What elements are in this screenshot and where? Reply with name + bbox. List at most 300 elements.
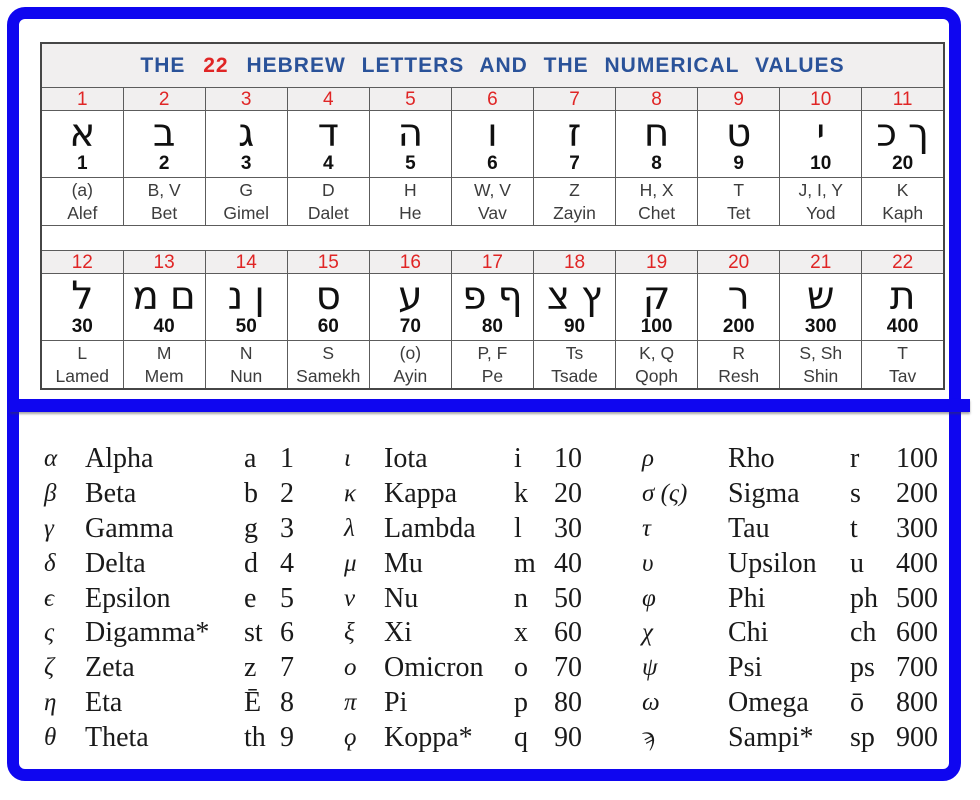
hebrew-name-cell [123, 178, 205, 226]
hebrew-letter-cell [205, 111, 287, 178]
hebrew-letter-cell [205, 274, 287, 341]
greek-name: Gamma [85, 512, 174, 544]
greek-value: 100 [896, 443, 938, 475]
greek-name: Kappa [384, 478, 458, 510]
hebrew-translit: B, V [147, 180, 181, 201]
hebrew-name-cell [862, 178, 944, 226]
hebrew-letter-glyph: ש [806, 274, 835, 320]
hebrew-letter-glyph: ה [397, 111, 424, 157]
greek-symbol: ρ [642, 445, 654, 473]
hebrew-translit: D [321, 180, 335, 201]
greek-name: Eta [85, 686, 123, 718]
greek-column-2 [344, 442, 616, 755]
hebrew-letter-glyph: ז [567, 111, 582, 157]
panel-divider [10, 399, 970, 412]
hebrew-translit: H [404, 180, 417, 201]
hebrew-letter-name: Tav [889, 365, 917, 386]
greek-symbol: μ [344, 549, 357, 577]
hebrew-letter-cell [123, 111, 205, 178]
greek-symbol: ο [344, 654, 357, 682]
hebrew-name-cell [205, 341, 287, 390]
hebrew-index-cell: 8 [616, 88, 698, 111]
greek-value: 90 [554, 721, 582, 753]
hebrew-letter-glyphs [452, 274, 533, 320]
hebrew-letter-value: 3 [240, 153, 252, 175]
hebrew-letter-glyph: ל [71, 274, 94, 320]
hebrew-letter-glyph: נ [227, 274, 244, 320]
greek-symbol: κ [344, 480, 356, 508]
hebrew-letter-glyph: ח [643, 111, 670, 157]
hebrew-translit: N [239, 343, 253, 364]
greek-translit: u [850, 547, 864, 579]
hebrew-letter-value: 60 [317, 316, 339, 338]
hebrew-letter-glyph: כ [876, 111, 897, 157]
hebrew-letter-glyph: ך [907, 111, 929, 157]
greek-symbol: λ [344, 514, 355, 542]
hebrew-title-row [41, 43, 944, 88]
hebrew-letter-value: 40 [153, 316, 175, 338]
hebrew-letter-cell [862, 274, 944, 341]
hebrew-letter-value: 7 [569, 153, 580, 175]
hebrew-index-cell: 20 [698, 251, 780, 274]
hebrew-translit: T [733, 180, 745, 201]
hebrew-letter-row [41, 274, 944, 341]
hebrew-translit: Z [569, 180, 580, 201]
hebrew-letter-glyph: פ [462, 274, 487, 320]
hebrew-index-row [41, 251, 944, 274]
hebrew-translit: S [322, 343, 335, 364]
greek-translit: l [514, 512, 522, 544]
hebrew-name-row [41, 178, 944, 226]
greek-symbol: ν [344, 584, 356, 612]
hebrew-name-cell [616, 341, 698, 390]
greek-value: 60 [554, 617, 582, 649]
hebrew-letter-value: 5 [405, 153, 416, 175]
hebrew-letter-glyphs [780, 111, 861, 157]
greek-name: Nu [384, 582, 419, 614]
hebrew-letter-glyphs [534, 274, 615, 320]
greek-value: 8 [280, 686, 294, 718]
hebrew-letter-value: 8 [651, 153, 662, 175]
greek-translit: i [514, 443, 522, 475]
hebrew-letter-cell [287, 111, 369, 178]
hebrew-index-cell: 6 [451, 88, 533, 111]
greek-symbol: β [44, 480, 57, 508]
greek-column-3 [642, 442, 958, 755]
greek-name: Alpha [85, 443, 154, 475]
hebrew-letter-value: 2 [158, 153, 170, 175]
hebrew-letter-glyph: מ [132, 274, 159, 320]
hebrew-index-cell: 2 [123, 88, 205, 111]
hebrew-name-cell [451, 341, 533, 390]
greek-value: 300 [896, 512, 938, 544]
hebrew-name-cell [780, 178, 862, 226]
hebrew-letter-glyph: ק [642, 274, 671, 320]
greek-translit: o [514, 652, 528, 684]
greek-value: 3 [280, 512, 294, 544]
hebrew-name-row [41, 341, 944, 390]
greek-translit: k [514, 478, 528, 510]
hebrew-letter-name: Bet [150, 202, 178, 223]
hebrew-letter-value: 90 [563, 316, 586, 338]
hebrew-letter-glyph: ר [727, 274, 750, 320]
hebrew-letter-value: 50 [235, 316, 257, 338]
hebrew-letter-glyphs [616, 274, 697, 320]
greek-value: 200 [896, 478, 938, 510]
hebrew-letter-cell [862, 111, 944, 178]
hebrew-letter-cell [533, 111, 615, 178]
hebrew-letter-cell [616, 274, 698, 341]
hebrew-letter-cell [369, 274, 451, 341]
greek-symbol: ς [44, 619, 55, 647]
hebrew-letter-glyphs [780, 274, 861, 320]
greek-translit: q [514, 721, 528, 753]
hebrew-letter-name: Pe [481, 365, 504, 386]
hebrew-name-cell [41, 341, 123, 390]
hebrew-index-cell: 5 [369, 88, 451, 111]
greek-name: Upsilon [728, 547, 817, 579]
hebrew-translit: Ts [565, 343, 584, 364]
greek-name: Epsilon [85, 582, 171, 614]
greek-translit: m [514, 547, 536, 579]
hebrew-letter-value: 1 [77, 153, 88, 175]
hebrew-letter-name: Tet [726, 202, 751, 223]
greek-name: Rho [728, 443, 775, 475]
hebrew-name-cell [287, 341, 369, 390]
hebrew-index-cell: 11 [862, 88, 944, 111]
hebrew-letter-glyph: י [816, 111, 826, 157]
greek-translit: t [850, 512, 858, 544]
greek-name: Phi [728, 582, 766, 614]
hebrew-translit: T [897, 343, 908, 364]
hebrew-letter-name: Zayin [553, 202, 596, 223]
greek-symbol: σ (ς) [642, 480, 688, 508]
greek-translit: ps [850, 652, 875, 684]
hebrew-letter-glyphs [42, 274, 123, 320]
hebrew-letter-cell [616, 111, 698, 178]
hebrew-letter-value: 200 [722, 316, 755, 338]
hebrew-letter-value: 400 [886, 316, 919, 338]
greek-symbol: χ [642, 619, 653, 647]
spacer-row [41, 226, 944, 251]
hebrew-letter-glyph: ף [497, 274, 523, 320]
hebrew-name-cell [41, 178, 123, 226]
greek-translit: Ē [244, 686, 262, 718]
hebrew-index-cell: 14 [205, 251, 287, 274]
hebrew-letter-glyphs [698, 111, 779, 157]
hebrew-letter-glyph: ץ [581, 274, 603, 320]
greek-symbol: γ [44, 514, 54, 542]
greek-value: 20 [554, 478, 582, 510]
hebrew-letter-name: Tsade [551, 365, 598, 386]
hebrew-letter-value: 80 [481, 316, 503, 338]
greek-translit: g [244, 512, 258, 544]
greek-symbol: δ [44, 549, 56, 577]
hebrew-letter-glyphs [862, 111, 943, 157]
hebrew-letter-value: 9 [733, 153, 744, 175]
hebrew-letter-glyphs [124, 274, 205, 320]
hebrew-index-cell: 13 [123, 251, 205, 274]
hebrew-letter-name: Vav [478, 202, 507, 223]
hebrew-letter-name: Ayin [393, 365, 428, 386]
hebrew-letter-name: Alef [67, 202, 98, 223]
hebrew-translit: G [239, 180, 253, 201]
hebrew-letter-cell [698, 111, 780, 178]
greek-symbol: α [44, 445, 58, 473]
hebrew-translit: L [77, 343, 88, 364]
hebrew-translit: (a) [71, 180, 93, 201]
hebrew-letter-cell [123, 274, 205, 341]
hebrew-name-cell [369, 341, 451, 390]
hebrew-letter-glyphs [206, 111, 287, 157]
greek-symbol: ι [344, 445, 351, 473]
hebrew-letter-glyph: ו [487, 111, 498, 157]
greek-translit: ph [850, 582, 878, 614]
hebrew-letter-name: Chet [638, 202, 676, 223]
hebrew-letter-cell [533, 274, 615, 341]
greek-name: Beta [85, 478, 137, 510]
hebrew-name-cell [616, 178, 698, 226]
hebrew-letter-glyphs [124, 111, 205, 157]
greek-value: 30 [554, 512, 582, 544]
hebrew-translit: S, Sh [799, 343, 843, 364]
greek-name: Sigma [728, 478, 800, 510]
greek-symbol: η [44, 688, 57, 716]
hebrew-letter-value: 100 [640, 316, 673, 338]
greek-translit: x [514, 617, 528, 649]
greek-symbol: ξ [344, 619, 355, 647]
greek-translit: e [244, 582, 257, 614]
greek-name: Omega [728, 686, 809, 718]
greek-name: Theta [85, 721, 149, 753]
greek-translit: d [244, 547, 258, 579]
greek-value: 800 [896, 686, 938, 718]
hebrew-letter-glyphs [862, 274, 943, 320]
greek-name: Delta [85, 547, 146, 579]
hebrew-letter-cell [369, 111, 451, 178]
hebrew-index-cell: 10 [780, 88, 862, 111]
hebrew-letter-value: 70 [399, 316, 421, 338]
greek-translit: th [244, 721, 266, 753]
hebrew-index-cell: 15 [287, 251, 369, 274]
hebrew-letter-name: Gimel [223, 202, 270, 223]
hebrew-letter-name: Qoph [635, 365, 678, 386]
hebrew-translit: (o) [399, 343, 422, 364]
hebrew-index-row [41, 88, 944, 111]
hebrew-translit: P, F [477, 343, 508, 364]
greek-name: Psi [728, 652, 763, 684]
greek-symbol: ϡ [642, 723, 656, 751]
hebrew-letter-glyph: ע [398, 274, 423, 320]
hebrew-letter-glyphs [370, 111, 451, 157]
greek-translit: s [850, 478, 861, 510]
hebrew-name-cell [533, 341, 615, 390]
greek-name: Zeta [85, 652, 135, 684]
hebrew-index-cell: 1 [41, 88, 123, 111]
hebrew-letter-value: 4 [322, 153, 334, 175]
greek-translit: st [244, 617, 263, 649]
hebrew-letter-glyphs [288, 111, 369, 157]
hebrew-letter-glyph: צ [546, 274, 571, 320]
hebrew-letter-glyph: ס [315, 274, 341, 320]
greek-name: Koppa* [384, 721, 473, 753]
hebrew-letter-glyph: ם [169, 274, 196, 320]
greek-value: 50 [554, 582, 582, 614]
hebrew-index-cell: 16 [369, 251, 451, 274]
hebrew-name-cell [123, 341, 205, 390]
greek-name: Iota [384, 443, 428, 475]
hebrew-letter-name: He [399, 202, 422, 223]
hebrew-index-cell: 3 [205, 88, 287, 111]
greek-value: 4 [280, 547, 294, 579]
hebrew-letter-glyphs [206, 274, 287, 320]
hebrew-table [40, 42, 945, 390]
hebrew-letter-name: Nun [230, 365, 263, 386]
hebrew-letter-cell [287, 274, 369, 341]
hebrew-letter-glyphs [288, 274, 369, 320]
greek-name: Pi [384, 686, 408, 718]
hebrew-title-part1: THE [140, 53, 186, 77]
greek-translit: ch [850, 617, 877, 649]
greek-symbol: ζ [44, 654, 55, 682]
hebrew-letter-glyph: ב [152, 111, 176, 157]
greek-name: Tau [728, 512, 770, 544]
hebrew-translit: K, Q [639, 343, 675, 364]
hebrew-index-cell: 22 [862, 251, 944, 274]
greek-column-1 [44, 442, 336, 755]
spacer-cell [41, 226, 944, 251]
hebrew-letter-cell [41, 111, 123, 178]
hebrew-letter-glyph: ג [238, 111, 255, 157]
greek-name: Lambda [384, 512, 476, 544]
greek-symbol: φ [642, 584, 656, 612]
hebrew-letter-glyph: ד [317, 111, 339, 157]
hebrew-table-body [41, 43, 944, 389]
hebrew-name-cell [287, 178, 369, 226]
hebrew-translit: J, I, Y [798, 180, 843, 201]
hebrew-name-cell [205, 178, 287, 226]
hebrew-letter-value: 6 [487, 153, 498, 175]
hebrew-letter-glyph: א [69, 111, 96, 157]
greek-translit: n [514, 582, 528, 614]
greek-name: Xi [384, 617, 412, 649]
hebrew-letter-cell [780, 274, 862, 341]
hebrew-letter-name: Dalet [307, 202, 349, 223]
greek-value: 6 [280, 617, 294, 649]
greek-symbol: π [344, 688, 357, 716]
greek-value: 70 [554, 652, 582, 684]
greek-symbol: υ [642, 549, 654, 577]
greek-value: 500 [896, 582, 938, 614]
hebrew-name-cell [780, 341, 862, 390]
hebrew-title-count: 22 [203, 53, 229, 77]
greek-value: 10 [554, 443, 582, 475]
hebrew-title [41, 43, 944, 88]
greek-symbol: ϵ [44, 584, 55, 612]
greek-value: 5 [280, 582, 294, 614]
hebrew-letter-name: Lamed [55, 365, 110, 386]
hebrew-letter-value: 30 [71, 316, 93, 338]
hebrew-letter-row [41, 111, 944, 178]
hebrew-letter-glyphs [534, 111, 615, 157]
greek-name: Mu [384, 547, 423, 579]
hebrew-translit: W, V [473, 180, 511, 201]
hebrew-letter-glyph: ט [726, 111, 752, 157]
greek-symbol: τ [642, 514, 651, 542]
hebrew-name-cell [698, 341, 780, 390]
hebrew-letter-cell [41, 274, 123, 341]
hebrew-translit: H, X [639, 180, 674, 201]
hebrew-index-cell: 4 [287, 88, 369, 111]
greek-value: 400 [896, 547, 938, 579]
greek-name: Sampi* [728, 721, 814, 753]
greek-value: 600 [896, 617, 938, 649]
greek-value: 40 [554, 547, 582, 579]
greek-name: Omicron [384, 652, 484, 684]
hebrew-letter-name: Samekh [296, 365, 361, 386]
hebrew-index-cell: 19 [616, 251, 698, 274]
greek-translit: r [850, 443, 860, 475]
hebrew-index-cell: 18 [533, 251, 615, 274]
hebrew-letter-glyphs [616, 111, 697, 157]
hebrew-letter-glyphs [370, 274, 451, 320]
hebrew-name-cell [698, 178, 780, 226]
hebrew-index-cell: 17 [451, 251, 533, 274]
hebrew-translit: R [732, 343, 745, 364]
hebrew-letter-glyph: ת [889, 274, 916, 320]
greek-symbol: ϙ [344, 723, 357, 751]
hebrew-index-cell: 7 [533, 88, 615, 111]
greek-symbol: ω [642, 688, 660, 716]
hebrew-index-cell: 12 [41, 251, 123, 274]
hebrew-letter-cell [451, 111, 533, 178]
hebrew-letter-glyph: ן [254, 274, 265, 320]
greek-symbol: ψ [642, 654, 658, 682]
hebrew-letter-name: Yod [805, 202, 836, 223]
hebrew-name-cell [451, 178, 533, 226]
hebrew-letter-glyphs [452, 111, 533, 157]
greek-value: 700 [896, 652, 938, 684]
hebrew-letter-value: 10 [810, 153, 832, 175]
hebrew-letter-name: Shin [803, 365, 839, 386]
greek-translit: ō [850, 686, 864, 718]
greek-value: 7 [280, 652, 294, 684]
hebrew-letter-glyphs [42, 111, 123, 157]
greek-translit: a [244, 443, 257, 475]
hebrew-letter-cell [698, 274, 780, 341]
hebrew-letter-name: Kaph [882, 202, 924, 223]
hebrew-name-cell [862, 341, 944, 390]
greek-value: 80 [554, 686, 582, 718]
greek-value: 2 [280, 478, 294, 510]
hebrew-index-cell: 21 [780, 251, 862, 274]
hebrew-letter-cell [780, 111, 862, 178]
greek-translit: p [514, 686, 528, 718]
hebrew-letter-name: Mem [144, 365, 184, 386]
greek-value: 9 [280, 721, 294, 753]
hebrew-name-cell [533, 178, 615, 226]
greek-name: Digamma* [85, 617, 210, 649]
hebrew-letter-name: Resh [718, 365, 760, 386]
greek-translit: sp [850, 721, 875, 753]
hebrew-index-cell: 9 [698, 88, 780, 111]
hebrew-translit: K [896, 180, 909, 201]
hebrew-letter-value: 20 [892, 153, 914, 175]
hebrew-letter-value: 300 [804, 316, 837, 338]
greek-name: Chi [728, 617, 769, 649]
greek-symbol: θ [44, 723, 57, 751]
greek-value: 1 [280, 443, 294, 475]
